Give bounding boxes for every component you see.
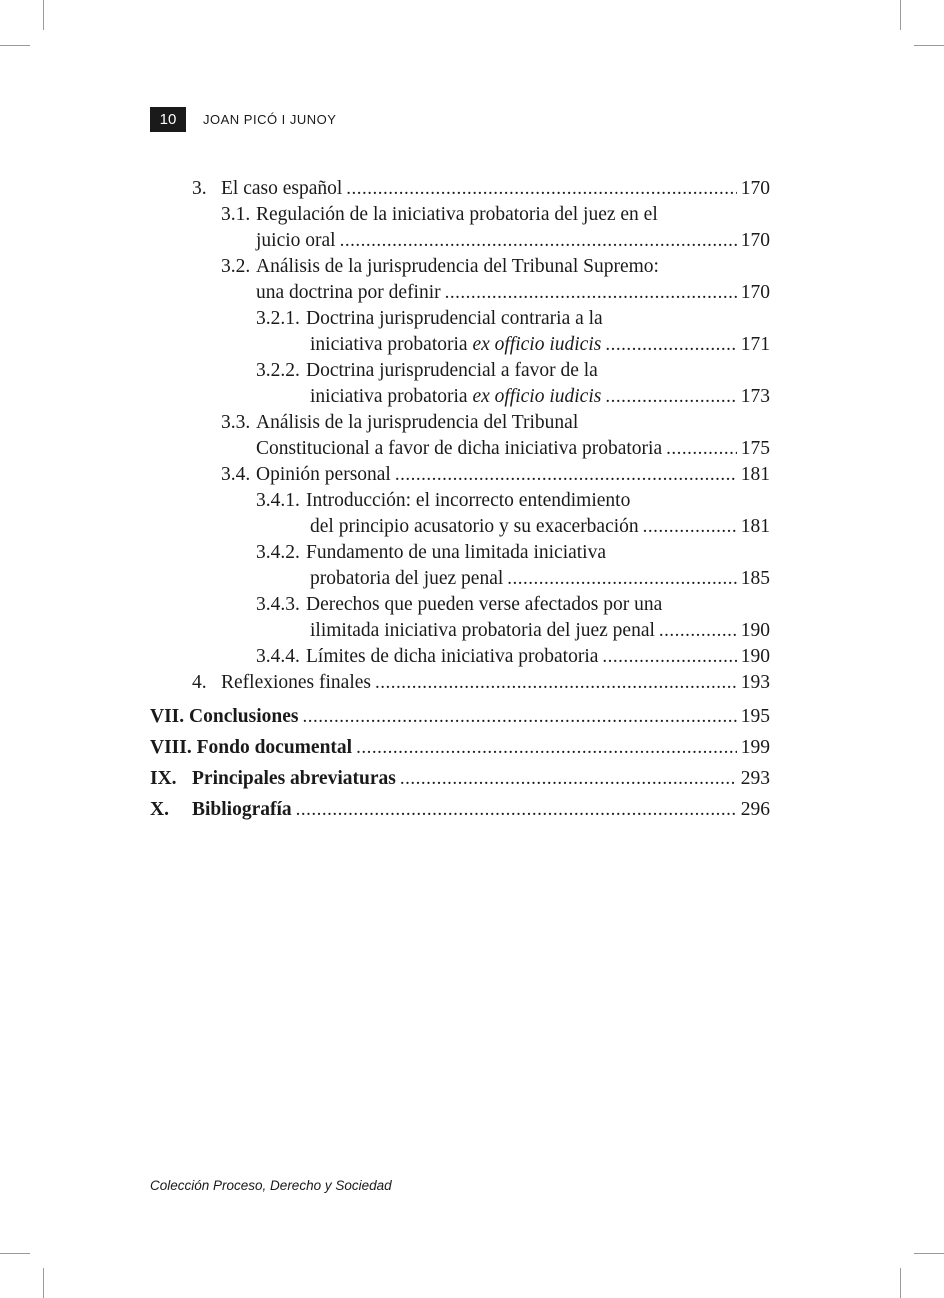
crop-mark [43,0,44,30]
toc-line [150,436,770,462]
toc-title [306,488,630,514]
dot-leader [602,644,736,670]
toc-title [306,540,606,566]
toc-title-italic: ex officio iudicis [472,386,602,407]
toc-title-text: Principales abreviaturas [192,768,396,789]
toc-title [256,254,659,280]
toc-title-text: Conclusiones [189,706,299,727]
toc-title-text: Bibliografía [192,799,292,820]
toc-title [256,280,441,306]
toc-title-text: Opinión personal [256,464,391,485]
toc-title-text: Análisis de la jurisprudencia del Tribunal Supremo: [256,256,659,277]
toc-page-number: 296 [740,799,770,820]
toc-title-text: del principio acusatorio y su exacerbación [310,516,639,537]
toc-title-text: Fondo documental [196,737,353,758]
toc-title [310,514,639,540]
toc-entry [150,704,770,730]
toc-title [310,332,601,358]
toc-line [150,306,770,332]
running-head: JOAN PICÓ I JUNOY [203,112,337,127]
toc-title [256,410,578,436]
toc-page-number: 175 [740,438,770,459]
toc-title-text: Análisis de la jurisprudencia del Tribunal [256,412,579,433]
toc-title-text: El caso español [221,178,343,199]
dot-leader [643,514,737,540]
toc-entry [150,462,770,488]
crop-mark [0,45,30,46]
toc-page-number: 193 [740,672,770,693]
toc-title-text: Reflexiones finales [221,672,371,693]
toc-line [150,566,770,592]
toc-title-text: Regulación de la iniciativa probatoria del juez en el [256,204,658,225]
toc-title-text: Introducción: el incorrecto entendimiento [306,490,631,511]
toc-title-text: Derechos que pueden verse afectados por una [306,594,663,615]
toc-title-text: juicio oral [256,230,336,251]
toc-entry [150,202,770,254]
toc-entry [150,306,770,358]
toc-entry [150,254,770,306]
toc-title [306,592,662,618]
toc-number: VIII. [150,737,197,758]
toc-title [256,436,662,462]
dot-leader [340,228,737,254]
toc-title [306,644,598,670]
toc-page-number: 170 [740,282,770,303]
footer-collection: Colección Proceso, Derecho y Sociedad [150,1178,392,1193]
dot-leader [296,797,737,823]
toc-title [150,735,352,761]
toc-line [150,514,770,540]
toc-entry [150,540,770,592]
toc-title [192,766,396,792]
toc-entry [150,670,770,696]
toc-page-number: 199 [740,737,770,758]
toc-entry [150,358,770,410]
toc-title [310,566,503,592]
toc-page-number: 170 [740,178,770,199]
toc-line [150,644,770,670]
toc-number: X. [150,799,169,820]
toc-title-text: Constitucional a favor de dicha iniciativa probatoria [256,438,663,459]
dot-leader [400,766,737,792]
toc-line [150,176,770,202]
page-number: 10 [150,107,186,132]
toc-title [256,462,391,488]
crop-mark [900,0,901,30]
dot-leader [605,384,736,410]
crop-mark [0,1253,30,1254]
toc-title [306,306,603,332]
toc-title-italic: ex officio iudicis [472,334,602,355]
toc-page-number: 190 [740,620,770,641]
toc-line [150,332,770,358]
dot-leader [395,462,737,488]
toc-title [221,670,371,696]
toc-title-text: iniciativa probatoria [310,386,473,407]
toc-page-number: 171 [740,334,770,355]
toc-page-number: 181 [740,464,770,485]
dot-leader [445,280,737,306]
toc-title [192,797,292,823]
crop-mark [914,1253,944,1254]
toc-page-number: 293 [740,768,770,789]
dot-leader [605,332,736,358]
dot-leader [375,670,737,696]
toc-entry [150,410,770,462]
toc-title-text: Fundamento de una limitada iniciativa [306,542,607,563]
dot-leader [302,704,736,730]
toc-title-text: Doctrina jurisprudencial contraria a la [306,308,603,329]
toc-title [256,228,336,254]
toc-line [150,358,770,384]
toc-title [310,618,655,644]
toc-number: 3.3. [221,412,251,433]
toc-title [256,202,658,228]
toc-title-text: ilimitada iniciativa probatoria del juez penal [310,620,655,641]
toc-number: IX. [150,768,177,789]
toc-page-number: 195 [740,706,770,727]
toc-number: 4. [192,672,207,693]
toc-title-text: probatoria del juez penal [310,568,504,589]
toc-number: 3.2. [221,256,251,277]
dot-leader [346,176,736,202]
page-header [150,107,336,132]
toc-line [150,280,770,306]
toc-entry [150,592,770,644]
toc-title [221,176,342,202]
toc-title-text: iniciativa probatoria [310,334,473,355]
toc-number: 3.4.2. [256,542,300,563]
toc-number: 3.4. [221,464,251,485]
toc-number: 3. [192,178,207,199]
table-of-contents [150,176,770,823]
toc-title [310,384,601,410]
toc-line [150,766,770,792]
toc-number: 3.2.1. [256,308,300,329]
toc-line [150,704,770,730]
dot-leader [507,566,736,592]
toc-entry [150,735,770,761]
crop-mark [900,1268,901,1298]
toc-number: 3.4.4. [256,646,300,667]
toc-title [150,704,298,730]
toc-line [150,797,770,823]
toc-entry [150,176,770,202]
toc-line [150,735,770,761]
toc-line [150,540,770,566]
toc-title-text: Doctrina jurisprudencial a favor de la [306,360,598,381]
toc-number: 3.1. [221,204,251,225]
toc-entry [150,797,770,823]
dot-leader [659,618,737,644]
toc-title-text: una doctrina por definir [256,282,441,303]
toc-line [150,488,770,514]
toc-line [150,592,770,618]
crop-mark [914,45,944,46]
toc-number: 3.4.1. [256,490,300,511]
crop-mark [43,1268,44,1298]
toc-title-text: Límites de dicha iniciativa probatoria [306,646,599,667]
toc-line [150,228,770,254]
toc-line [150,384,770,410]
toc-page-number: 181 [740,516,770,537]
toc-line [150,618,770,644]
toc-number: 3.2.2. [256,360,300,381]
toc-page-number: 170 [740,230,770,251]
toc-entry [150,488,770,540]
toc-page-number: 173 [740,386,770,407]
toc-number: VII. [150,706,190,727]
toc-page-number: 190 [740,646,770,667]
toc-title [306,358,598,384]
toc-number: 3.4.3. [256,594,300,615]
toc-entry [150,644,770,670]
toc-page-number: 185 [740,568,770,589]
toc-line [150,670,770,696]
toc-entry [150,766,770,792]
dot-leader [666,436,737,462]
dot-leader [356,735,737,761]
